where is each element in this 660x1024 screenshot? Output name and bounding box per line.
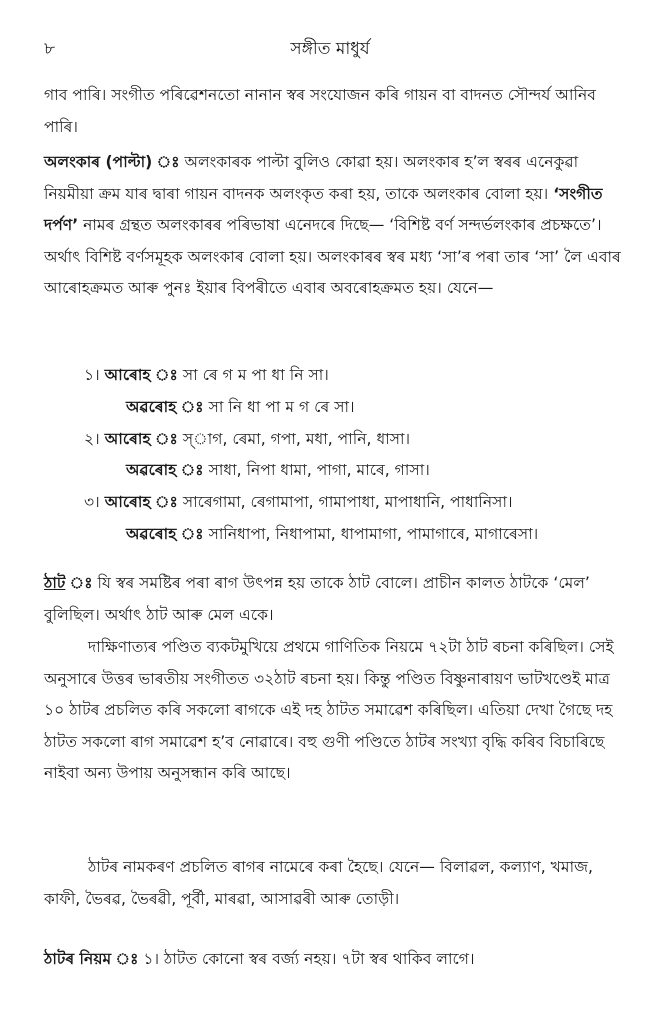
paragraph-text: যি স্বৰ সমষ্টিৰ পৰা ৰাগ উৎপন্ন হয় তাকে ঠাট বোলে। প্ৰাচীন কালত ঠাটকে ‘মেল’ বুলিছিল। অৰ্থাৎ ঠাট আৰু মেল একে।	[44, 574, 590, 624]
term-thaat: ঠাট	[44, 574, 66, 592]
avarohi-label: অৱৰোহ ঃ	[126, 461, 204, 480]
page-number: ৮	[44, 39, 56, 59]
arohi-notes: সা ৰে গ ম পা ধা নি সা।	[182, 366, 329, 384]
paragraph-alankar	[44, 147, 626, 305]
paragraph-text: দাক্ষিণাত্যৰ পণ্ডিত ব্যকটমুখিয়ে প্ৰথমে গাণিতিক নিয়মে ৭২টা ঠাট ৰচনা কৰিছিল। সেই অনুসাৰে উত্তৰ ভাৰতীয় সংগীতত ৩২ঠাট ৰচনা হয়। কিন্তু পণ্ডিত বিষ্ণুনাৰায়ণ ভাটখণ্ডেই মাত্ৰ ১০ ঠাটৰ প্ৰচলিত কৰি সকলো ৰাগকে এই দহ ঠাটত সমাৱেশ কৰিছিল। এতিয়া দেখা গৈছে দহ ঠাটত সকলো ৰাগ সমাৱেশ হ’ব নোৱাৰে। বহু গুণী পণ্ডিতে ঠাটৰ সংখ্যা বৃদ্ধি কৰিব বিচাৰিছে নাইবা অন্য উপায় অনুসন্ধান কৰি আছে।	[44, 638, 614, 782]
exercise-1-avarohi	[84, 392, 538, 424]
book-title: ‘সংগীত দৰ্পণ’	[44, 184, 603, 234]
alankar-exercise-list	[84, 360, 538, 551]
avarohi-notes: সা নি ধা পা ম গ ৰে সা।	[208, 397, 355, 416]
paragraph-text: গাব পাৰি। সংগীত পৰিৱেশনতো নানান স্বৰ সংযোজন কৰি গায়ন বা বাদনত সৌন্দৰ্য আনিব পাৰি।	[44, 86, 596, 136]
avarohi-label: অৱৰোহ ঃ	[126, 397, 204, 416]
page-header	[0, 36, 660, 66]
exercise-3-arohi	[84, 487, 538, 519]
exercise-number: ২।	[84, 429, 100, 448]
exercise-3-avarohi	[84, 519, 538, 551]
exercise-number: ৩।	[84, 493, 100, 512]
paragraph-text: নামৰ গ্ৰন্থত অলংকাৰৰ পৰিভাষা এনেদৰে দিছে— ‘বিশিষ্ট বৰ্ণ সন্দৰ্ভলংকাৰ প্ৰচক্ষতে’। অৰ্থাৎ বিশিষ্ট বৰ্ণসমূহক অলংকাৰ বোলা হয়। অলংকাৰৰ স্বৰ মধ্য ‘সা’ৰ পৰা তাৰ ‘সা’ লৈ এবাৰ আৰোহক্ৰমত আৰু পুনঃ ইয়াৰ বিপৰীতে এবাৰ অবৰোহক্ৰমত হয়। যেনে—	[44, 216, 621, 297]
avarohi-label: অৱৰোহ ঃ	[126, 524, 204, 543]
arohi-label: আৰোহ ঃ	[104, 429, 178, 448]
paragraph-thaat-names	[44, 852, 626, 915]
paragraph-thaat-history	[44, 632, 626, 790]
paragraph-text: ১। ঠাটত কোনো স্বৰ বৰ্জ্য নহয়। ৭টা স্বৰ থাকিব লাগে।	[138, 950, 475, 968]
term-thaat-rules: ঠাটৰ নিয়ম ঃ	[44, 950, 139, 968]
arohi-notes: সাৰেগামা, ৰেগামাপা, গামাপাধা, মাপাধানি, পাধানিসা।	[182, 493, 513, 512]
exercise-1-arohi	[84, 360, 538, 392]
paragraph-text: ঠাটৰ নামকৰণ প্ৰচলিত ৰাগৰ নামেৰে কৰা হৈছে। যেনে— বিলাৱল, কল্যাণ, খমাজ, কাফী, ভৈৰৱ, ভৈৰৱী, পূৰ্বী, মাৰৱা, আসাৱৰী আৰু তোড়ী।	[44, 858, 593, 908]
paragraph-thaat-rules	[44, 944, 626, 976]
exercise-number: ১।	[84, 366, 100, 384]
paragraph-text: অলংকাৰক পাল্টা বুলিও কোৱা হয়। অলংকাৰ হ’ল স্বৰৰ এনেকুৱা নিয়মীয়া ক্ৰম যাৰ দ্বাৰা গায়ন বাদনক অলংকৃত কৰা হয়, তাকে অলংকাৰ বোলা হয়।	[44, 153, 579, 203]
exercise-2-arohi	[84, 424, 538, 456]
avarohi-notes: সাধা, নিপা ধামা, পাগা, মাৰে, গাসা।	[208, 461, 430, 480]
arohi-label: আৰোহ ঃ	[104, 366, 178, 384]
arohi-label: আৰোহ ঃ	[104, 493, 178, 512]
avarohi-notes: সানিধাপা, নিধাপামা, ধাপামাগা, পামাগাৰে, মাগাৰেসা।	[208, 524, 539, 543]
paragraph-thaat	[44, 568, 626, 631]
exercise-2-avarohi	[84, 455, 538, 487]
arohi-notes: স্াগ, ৰেমা, গপা, মধা, পানি, ধাসা।	[182, 429, 411, 448]
term-colon: ঃ	[65, 574, 93, 592]
term-alankar: অলংকাৰ (পাল্টা) ঃ	[44, 153, 180, 171]
paragraph-intro	[44, 80, 626, 143]
running-title: সঙ্গীত মাধুৰ্য	[290, 39, 370, 59]
